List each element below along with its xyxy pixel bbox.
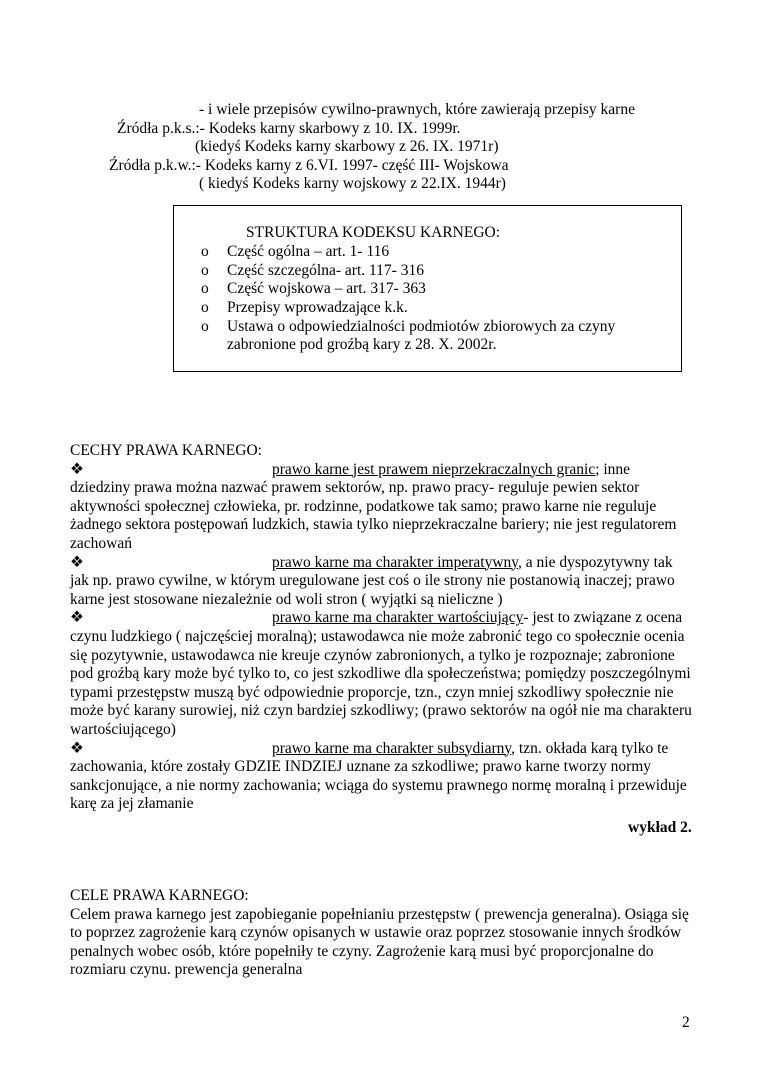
cechy-section — [70, 442, 693, 814]
bullet-icon: o — [201, 318, 209, 335]
cele-section — [70, 887, 693, 980]
structure-item: o Przepisy wprowadzające k.k. — [201, 299, 408, 316]
cele-heading: CELE PRAWA KARNEGO: — [70, 887, 249, 904]
cechy-item-2-title: prawo karne ma charakter imperatywny — [272, 553, 519, 571]
diamond-bullet-icon: ❖ — [70, 460, 84, 478]
cechy-item-4: ❖ prawo karne ma charakter subsydiarny, tzn. okłada karą tylko te zachowania, które zostały GDZIE INDZIEJ uznane za szkodliwe; prawo karne tworzy normy sankcjonujące, a nie normy zachowania; wciąga do systemu prawnego normę moralną i przewiduje karę za jej złamanie — [70, 739, 687, 813]
cechy-item-2-text: jak np. prawo cywilne, w którym uregulowane jest coś o ile strony nie postanowią inaczej; prawo karne jest stosowane niezależnie od woli stron ( wyjątki są nieliczne ) — [70, 572, 675, 608]
lecture-label: wykład 2. — [628, 819, 692, 836]
bullet-icon: o — [201, 299, 209, 316]
structure-item: o Część ogólna – art. 1- 116 — [201, 243, 390, 260]
diamond-bullet-icon: ❖ — [70, 739, 84, 757]
structure-box-bottom-border — [173, 371, 682, 372]
structure-item-continuation: zabronione pod groźbą kary z 28. X. 2002r. — [227, 336, 497, 353]
bullet-icon: o — [201, 262, 209, 279]
top-line-3: (kiedyś Kodeks karny skarbowy z 26. IX. 1971r) — [195, 138, 499, 155]
cechy-item-4-title: prawo karne ma charakter subsydiarny — [272, 739, 512, 757]
cechy-item-1-text: prawa można nazwać prawem sektorów, np. prawo pracy- reguluje pewien sektor aktywności społecznej człowieka, pr. rodzinne, podatkowe tak samo; prawo karne nie reguluje żadnego sektora postępowań ludzkich, stawia tylko nieprzekraczalne bariery; nie jest regulatorem zachowań — [70, 479, 677, 552]
cechy-item-1: ❖ prawo karne jest prawem nieprzekraczalnych granic; inne dziedziny prawa można nazwać prawem sektorów, np. prawo pracy- reguluje pewien sektor aktywności społecznej człowieka, pr. rodzinne, podatkowe tak samo; prawo karne nie reguluje żadnego sektora postępowań ludzkich, stawia tylko nieprzekraczalne bariery; nie jest regulatorem zachowań — [70, 460, 677, 552]
top-line-5: ( kiedyś Kodeks karny wojskowy z 22.IX. 1944r) — [199, 175, 506, 192]
diamond-bullet-icon: ❖ — [70, 553, 84, 571]
bullet-icon: o — [201, 243, 209, 260]
cechy-item-2: ❖ prawo karne ma charakter imperatywny, a nie dyspozytywny tak jak np. prawo cywilne, w którym uregulowane jest coś o ile strony nie postanowią inaczej; prawo karne jest stosowane niezależnie od woli stron ( wyjątki są nieliczne ) — [70, 553, 675, 608]
top-line-2: Źródła p.k.s.:- Kodeks karny skarbowy z 10. IX. 1999r. — [117, 120, 461, 137]
cechy-item-1-title: prawo karne jest prawem nieprzekraczalnych granic — [272, 460, 596, 478]
cechy-item-3: ❖ prawo karne ma charakter wartościujący- jest to związane z ocena czynu ludzkiego ( najczęściej moralną); ustawodawca nie może zabronić tego co społecznie ocenia się pozytywnie, ustawodawca nie kreuje czynów zabronionych, a tylko je rozpoznaje; zabronione pod groźbą kary może być tylko to, co jest szkodliwe dla społeczeństwa; pomiędzy poszczególnymi typami przestępstw muszą być odpowiednie proporcje, tzn., czyn mniej szkodliwy społecznie nie może być karany surowiej, niż czyn bardziej szkodliwy; (prawo sektorów na ogół nie ma charakteru wartościującego) — [70, 609, 692, 738]
structure-box-title: STRUKTURA KODEKSU KARNEGO: — [246, 224, 501, 241]
structure-item: o Część wojskowa – art. 317- 363 — [201, 280, 426, 297]
bullet-icon: o — [201, 280, 209, 297]
top-line-1: - i wiele przepisów cywilno-prawnych, które zawierają przepisy karne — [199, 101, 635, 118]
structure-item: o Ustawa o odpowiedzialności podmiotów zbiorowych za czyny — [201, 318, 616, 335]
cele-text: Celem prawa karnego jest zapobieganie popełnianiu przestępstw ( prewencja generalna). Osiąga się to poprzez zagrożenie karą czynów opisanych w ustawie oraz poprzez stosowanie innych środków penalnych wobec osób, które popełniły te czyny. Zagrożenie karą musi być proporcjonalne do rozmiaru czynu. prewencja generalna — [70, 905, 689, 979]
page-number: 2 — [682, 1014, 690, 1031]
cechy-item-4-text: zachowania, które zostały GDZIE INDZIEJ uznane za szkodliwe; prawo karne tworzy normy sankcjonujące, a nie normy zachowania; wciąga do systemu prawnego normę moralną i przewiduje karę za jej złamanie — [70, 758, 687, 813]
cechy-heading: CECHY PRAWA KARNEGO: — [70, 442, 262, 459]
structure-item: o Część szczególna- art. 117- 316 — [201, 262, 424, 279]
cechy-item-3-text: czynu ludzkiego ( najczęściej moralną); ustawodawca nie może zabronić tego co społecznie ocenia się pozytywnie, ustawodawca nie kreuje czynów zabronionych, a tylko je rozpoznaje; zabronione pod groźbą kary może być tylko to, co jest szkodliwe dla społeczeństwa; pomiędzy poszczególnymi typami przestępstw muszą być odpowiednie proporcje, tzn., czyn mniej szkodliwy społecznie nie może być karany surowiej, niż czyn bardziej szkodliwy; (prawo sektorów na ogół nie ma charakteru wartościującego) — [70, 627, 692, 738]
top-line-4: Źródła p.k.w.:- Kodeks karny z 6.VI. 1997- część III- Wojskowa — [109, 157, 509, 174]
diamond-bullet-icon: ❖ — [70, 609, 84, 627]
cechy-item-3-title: prawo karne ma charakter wartościujący — [272, 609, 524, 627]
